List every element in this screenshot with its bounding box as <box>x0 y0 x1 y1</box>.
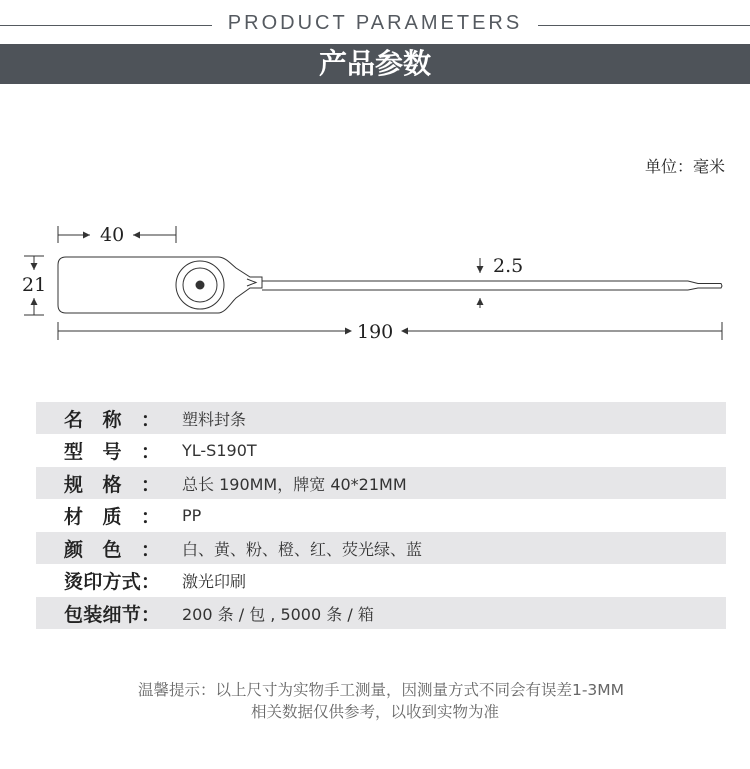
arrowhead-height-bottom <box>31 298 38 305</box>
arrowhead-width-right <box>133 232 140 239</box>
tip-line-1: 温馨提示：以上尺寸为实物手工测量，因测量方式不同会有误差1-3MM <box>137 681 625 699</box>
product-dimension-drawing <box>0 210 750 360</box>
spec-row-material <box>36 500 726 532</box>
arrowhead-length-right <box>401 328 408 335</box>
spec-label: 名称： <box>64 408 160 431</box>
dim-height-label: 21 <box>22 274 47 296</box>
spec-row-model <box>36 435 726 467</box>
cn-title-banner: 产品参数 <box>0 44 750 84</box>
en-title: PRODUCT PARAMETERS <box>227 12 523 34</box>
spec-label: 颜色： <box>64 538 160 561</box>
spec-label: 规格： <box>64 473 160 496</box>
spec-row-packaging <box>36 597 726 629</box>
spec-label: 型号： <box>64 441 160 463</box>
spec-value: YL-S190T <box>182 441 257 460</box>
arrowhead-width-left <box>83 232 90 239</box>
spec-label: 包装细节： <box>64 603 160 626</box>
dim-width-label: 40 <box>100 224 125 246</box>
spec-row-printing <box>36 565 726 597</box>
spec-table <box>36 402 726 630</box>
spec-row-size <box>36 467 726 499</box>
spec-label: 烫印方式： <box>64 571 160 593</box>
en-header <box>0 10 750 40</box>
lock-center-dot <box>196 281 205 290</box>
spec-row-name <box>36 402 726 434</box>
arrowhead-thickness-top <box>477 266 484 273</box>
spec-value: 200 条 / 包 , 5000 条 / 箱 <box>182 604 374 624</box>
spec-label: 材质： <box>64 506 160 528</box>
spec-row-color <box>36 532 726 564</box>
header-divider-left <box>0 25 212 26</box>
spec-value: 总长 190MM，牌宽 40*21MM <box>182 474 407 494</box>
dim-thickness-label: 2.5 <box>493 255 524 277</box>
arrowhead-height-top <box>31 263 38 270</box>
arrowhead-length-left <box>345 328 352 335</box>
spec-value: 塑料封条 <box>182 409 247 429</box>
strap-tip <box>688 281 722 290</box>
dim-length-label: 190 <box>357 321 394 343</box>
unit-label: 单位：毫米 <box>644 157 725 176</box>
tag-arrow-mark <box>247 279 256 286</box>
spec-value: PP <box>182 506 202 525</box>
tip-line-2: 相关数据仅供参考，以收到实物为准 <box>250 703 499 721</box>
seal-tag-body <box>58 257 262 313</box>
spec-value: 白、黄、粉、橙、红、荧光绿、蓝 <box>182 539 423 559</box>
header-divider-right <box>538 25 750 26</box>
arrowhead-thickness-bottom <box>477 298 484 305</box>
spec-value: 激光印刷 <box>182 572 247 591</box>
